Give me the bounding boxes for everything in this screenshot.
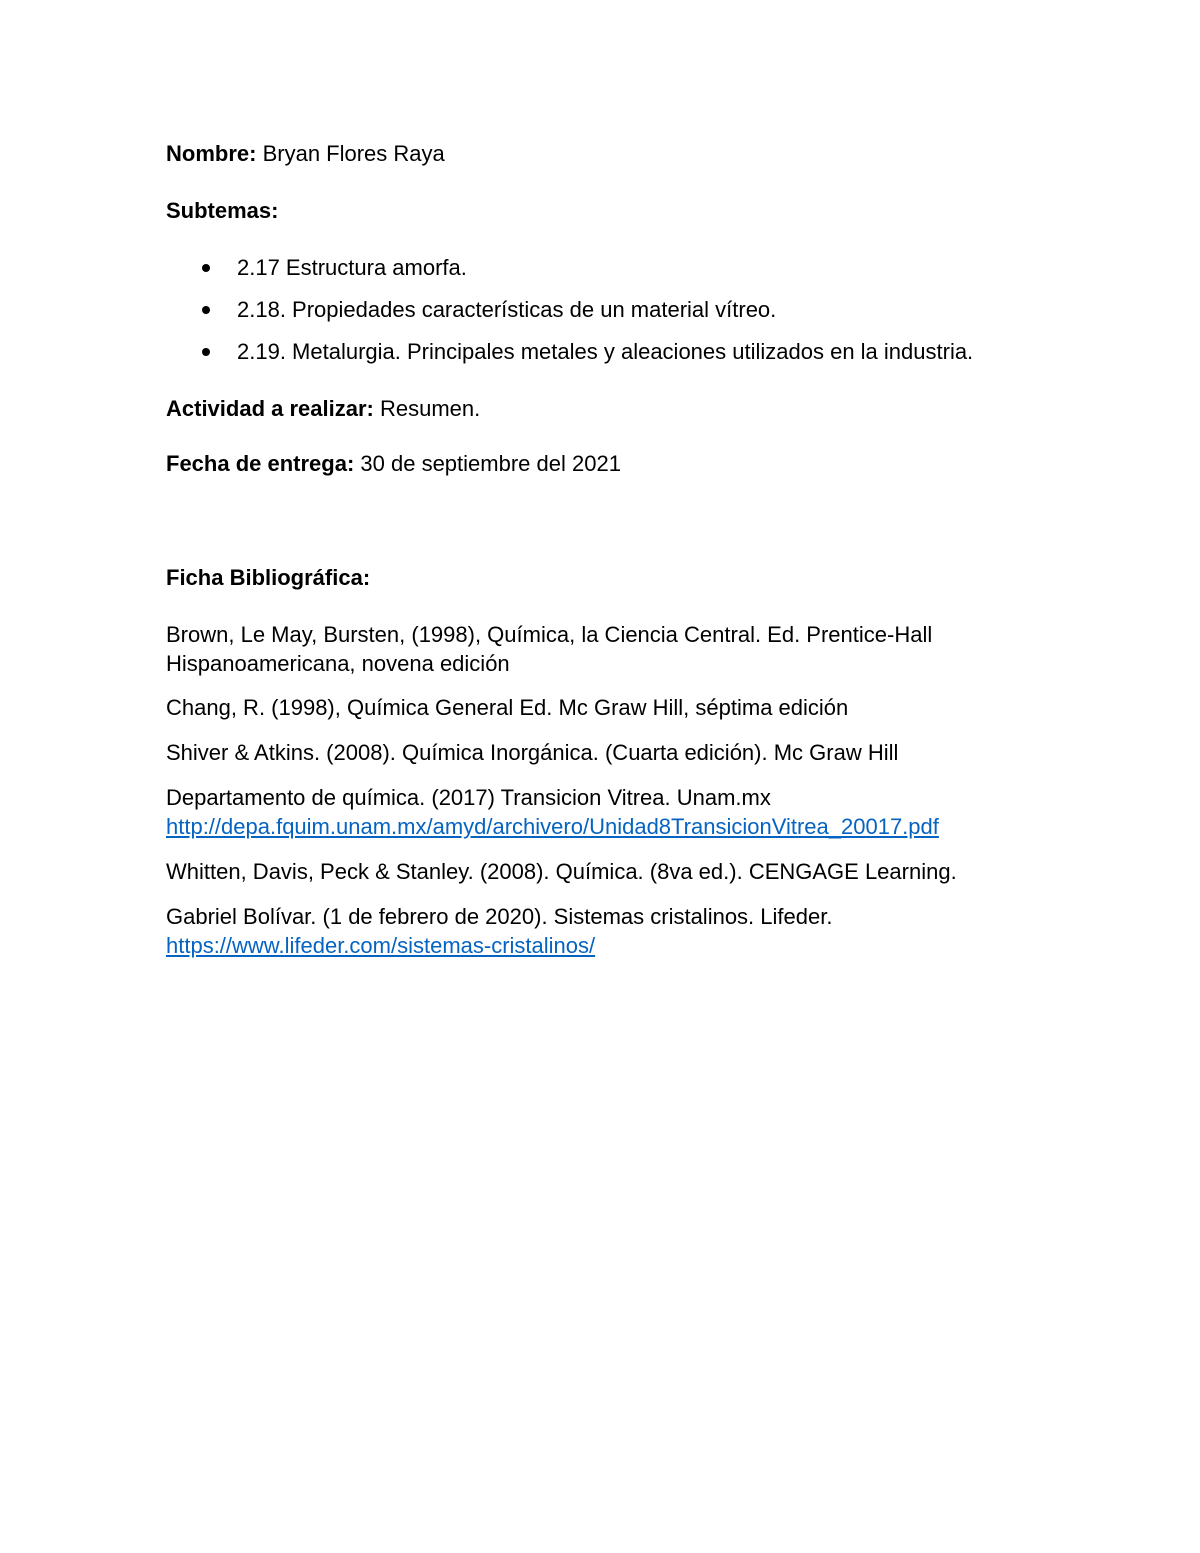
reference-6-link[interactable]: https://www.lifeder.com/sistemas-cristalinos/ xyxy=(166,933,596,958)
due-date-line xyxy=(166,450,621,478)
subtopic-text: 2.18. Propiedades características de un material vítreo. xyxy=(237,297,777,322)
reference-3: Shiver & Atkins. (2008). Química Inorgánica. (Cuarta edición). Mc Graw Hill xyxy=(166,740,899,765)
activity-line xyxy=(166,395,480,423)
reference-1-line-1: Brown, Le May, Bursten, (1998), Química, la Ciencia Central. Ed. Prentice-Hall xyxy=(166,622,933,647)
subtopic-text: 2.19. Metalurgia. Principales metales y aleaciones utilizados en la industria. xyxy=(237,339,974,364)
bullet-icon xyxy=(202,264,210,272)
reference-5: Whitten, Davis, Peck & Stanley. (2008). Química. (8va ed.). CENGAGE Learning. xyxy=(166,859,957,884)
reference-2: Chang, R. (1998), Química General Ed. Mc Graw Hill, séptima edición xyxy=(166,695,849,720)
name-label: Nombre: xyxy=(166,141,257,166)
bibliography-title: Ficha Bibliográfica: xyxy=(166,565,371,590)
activity-value: Resumen. xyxy=(380,396,481,421)
reference-4-link[interactable]: http://depa.fquim.unam.mx/amyd/archivero/Unidad8TransicionVitrea_20017.pdf xyxy=(166,814,939,839)
bullet-icon xyxy=(202,348,210,356)
list-item xyxy=(166,338,973,380)
due-date-value: 30 de septiembre del 2021 xyxy=(360,451,621,476)
name-line xyxy=(166,140,445,168)
subtopic-text: 2.17 Estructura amorfa. xyxy=(237,255,467,280)
reference-4-line-1: Departamento de química. (2017) Transicion Vitrea. Unam.mx xyxy=(166,785,771,810)
subtopics-list xyxy=(166,254,973,380)
reference-6-line-1: Gabriel Bolívar. (1 de febrero de 2020). Sistemas cristalinos. Lifeder. xyxy=(166,904,833,929)
list-item xyxy=(166,296,973,338)
bullet-icon xyxy=(202,306,210,314)
subtopics-label: Subtemas: xyxy=(166,198,279,223)
activity-label: Actividad a realizar: xyxy=(166,396,374,421)
reference-1-line-2: Hispanoamericana, novena edición xyxy=(166,651,510,676)
list-item xyxy=(166,254,973,296)
name-value: Bryan Flores Raya xyxy=(262,141,445,166)
due-date-label: Fecha de entrega: xyxy=(166,451,355,476)
